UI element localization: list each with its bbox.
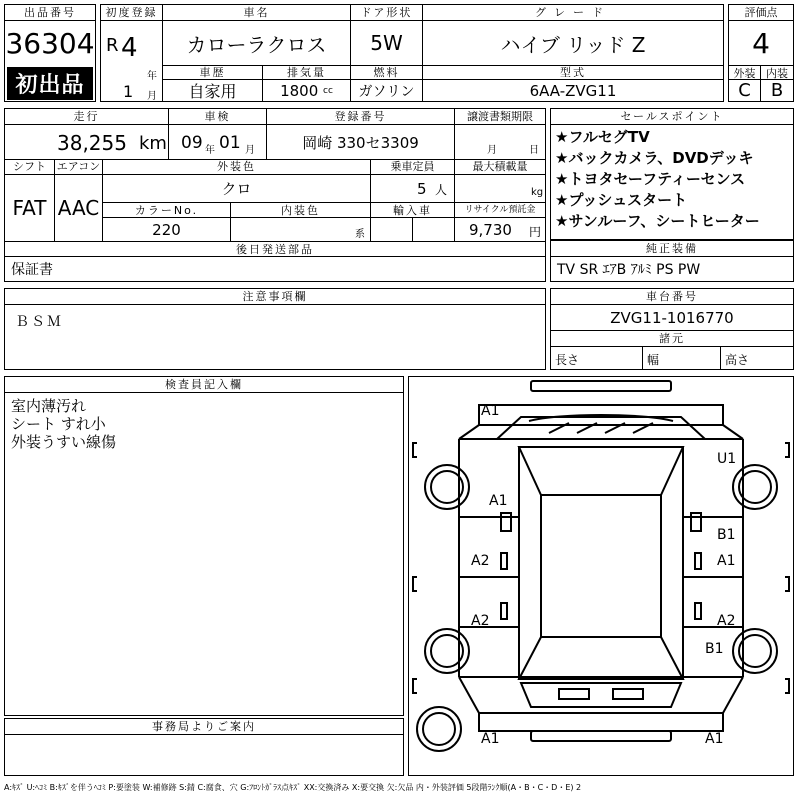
import-cell-2: [413, 218, 455, 241]
transfer-day-unit: 日: [529, 145, 539, 156]
damage-diagram: [408, 376, 794, 776]
load-cell: [455, 175, 545, 203]
reg-month: 1: [123, 82, 134, 101]
office-notice: [4, 718, 404, 776]
chassis-label: 車台番号: [551, 289, 793, 305]
car-name: カローラクロス: [163, 21, 351, 65]
disp-value: 1800: [280, 81, 319, 100]
load-label: 最大積載量: [455, 159, 545, 175]
damage-mark: A1: [705, 731, 724, 747]
inspector-label: 検査員記入欄: [5, 377, 403, 393]
fuel-label: 燃料: [351, 65, 423, 80]
reg-cell: [101, 21, 163, 101]
inspect-label: 車検: [169, 109, 267, 125]
import-label: 輸入車: [371, 203, 455, 218]
lot-label: 出品番号: [5, 5, 95, 21]
chassis-number: ZVG11-1016770: [551, 305, 793, 331]
shift: FAT: [5, 175, 55, 241]
inspector-line: 室内薄汚れ: [11, 397, 87, 415]
transfer-cell: [455, 125, 545, 159]
disp-label: 排気量: [263, 65, 351, 80]
damage-mark: A2: [471, 613, 490, 629]
color-no: 220: [103, 218, 231, 241]
mileage-cell: [5, 125, 169, 159]
inspect-cell: [169, 125, 267, 159]
fuel: ガソリン: [351, 80, 423, 101]
year-unit: 年: [147, 71, 157, 82]
height-label: 高さ: [725, 353, 750, 367]
lot-number: 36304: [5, 26, 95, 60]
equipment-label: 純正装備: [551, 241, 793, 257]
width-label: 幅: [643, 347, 721, 369]
recycle-unit: 円: [529, 225, 542, 239]
mileage: 38,255: [57, 131, 127, 155]
equipment-value: TV SR ｴｱB ｱﾙﾐ PS PW: [557, 262, 701, 278]
door-label: ドア形状: [351, 5, 423, 21]
caution: [4, 288, 546, 370]
shift-label: シフト: [5, 159, 55, 175]
sales-label: セールスポイント: [551, 109, 793, 125]
reg-label: 初度登録: [101, 5, 163, 21]
history: 自家用: [163, 80, 263, 101]
month-unit: 月: [147, 91, 157, 102]
caution-label: 注意事項欄: [5, 289, 545, 305]
later-parts: 保証書: [11, 262, 53, 278]
legend: A:ｷｽﾞ U:ﾍｺﾐ B:ｷｽﾞを伴うﾍｺﾐ P:要塗装 W:補修跡 S:錆 C:腐食、穴 G:ﾌﾛﾝﾄｶﾞﾗｽ点ｷｽﾞ XX:交換済み X:要交換 欠:欠品 内・外装評価 5段階ﾗﾝｸ順(A・B・C・D・E) 2: [4, 783, 582, 792]
caution-value: ＢＳＭ: [15, 314, 63, 330]
inspect-year-unit: 年: [205, 145, 215, 156]
load-unit: kg: [531, 187, 544, 198]
int-score: B: [770, 80, 784, 101]
color-label: 外装色: [103, 159, 371, 175]
displacement: [263, 80, 351, 101]
ac: AAC: [55, 175, 103, 241]
vehicle-details: [4, 108, 546, 282]
damage-mark: A2: [471, 553, 490, 569]
office-label: 事務局よりご案内: [5, 719, 403, 735]
first-listing-badge: 初出品: [7, 67, 93, 100]
damage-mark: B1: [705, 641, 724, 657]
grade-label: グレード: [423, 5, 723, 21]
color-no-label: カラーNo.: [103, 203, 231, 218]
damage-mark: A1: [481, 403, 500, 419]
capacity-cell: [371, 175, 455, 203]
grade: ハイブ リッド Z: [500, 32, 646, 57]
model-code: 6AA-ZVG11: [529, 81, 617, 100]
model-label: 型式: [423, 65, 723, 80]
score-label: 評価点: [729, 5, 793, 21]
import-cell-1: [371, 218, 413, 241]
recycle: 9,730: [469, 221, 512, 239]
sales-item: ★バックカメラ、DVDデッキ: [555, 149, 754, 167]
interior-unit: 系: [355, 229, 365, 240]
sales-item: ★プッシュスタート: [555, 191, 688, 209]
dims-label: 諸元: [551, 331, 793, 347]
disp-unit: cc: [323, 85, 333, 96]
lot-box: [4, 4, 96, 102]
capacity-label: 乗車定員: [371, 159, 455, 175]
transfer-month-unit: 月: [487, 145, 497, 156]
sales-item: ★サンルーフ、シートヒーター: [555, 212, 760, 230]
inspect-year: 09: [181, 133, 203, 153]
equipment: [550, 240, 794, 282]
door-type: 5W: [351, 21, 423, 65]
plate-label: 登録番号: [267, 109, 455, 125]
inspector-line: シート すれ小: [11, 415, 106, 433]
color: クロ: [103, 175, 371, 203]
sales-points: [550, 108, 794, 240]
damage-mark: A1: [717, 553, 736, 569]
sales-item: ★トヨタセーフティーセンス: [555, 170, 746, 188]
car-outline-svg: [409, 377, 793, 775]
score-box: [728, 4, 794, 102]
mileage-unit: km: [139, 133, 167, 154]
capacity-unit: 人: [435, 183, 448, 197]
length-label: 長さ: [551, 347, 643, 369]
mileage-label: 走行: [5, 109, 169, 125]
damage-mark: A1: [489, 493, 508, 509]
int-label: 内装: [761, 65, 793, 80]
recycle-label: リサイクル預託金: [455, 203, 545, 218]
history-label: 車歴: [163, 65, 263, 80]
damage-mark: A2: [717, 613, 736, 629]
interior-cell: [231, 218, 371, 241]
damage-mark: U1: [717, 451, 737, 467]
score: 4: [752, 26, 770, 60]
inspector-line: 外装うすい線傷: [11, 433, 117, 451]
plate: 岡崎 330セ3309: [267, 125, 455, 159]
recycle-cell: [455, 218, 545, 241]
sales-item: ★フルセグTV: [555, 128, 650, 146]
reg-year: 4: [121, 33, 138, 63]
transfer-label: 譲渡書類期限: [455, 109, 545, 125]
inspect-month-unit: 月: [245, 145, 255, 156]
era: R: [106, 35, 119, 56]
chassis-box: [550, 288, 794, 370]
damage-mark: B1: [717, 527, 736, 543]
ac-label: エアコン: [55, 159, 103, 175]
damage-mark: A1: [481, 731, 500, 747]
name-label: 車名: [163, 5, 351, 21]
interior-label: 内装色: [231, 203, 371, 218]
ext-score: C: [729, 80, 761, 101]
ext-label: 外装: [729, 65, 761, 80]
later-parts-label: 後日発送部品: [5, 241, 545, 257]
inspector-notes: [4, 376, 404, 716]
capacity: 5: [417, 180, 427, 198]
inspect-month: 01: [219, 133, 241, 153]
vehicle-header: [100, 4, 724, 102]
